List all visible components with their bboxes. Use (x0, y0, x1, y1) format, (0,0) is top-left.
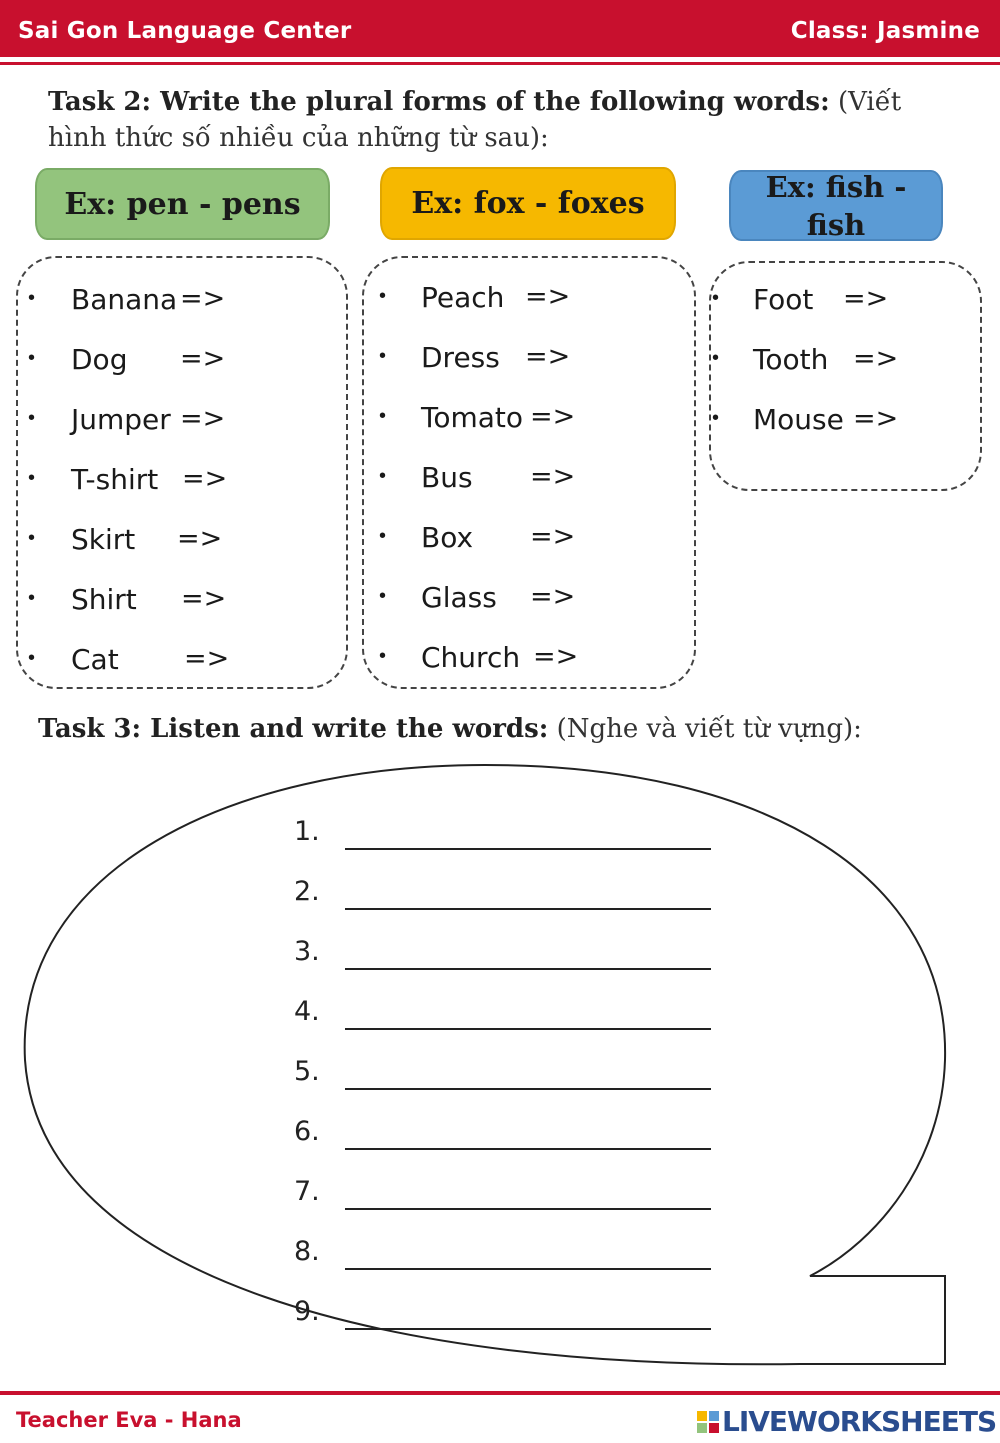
bullet-dot: • (28, 587, 36, 609)
bullet-dot: • (712, 287, 720, 309)
answer-line[interactable] (345, 1088, 711, 1090)
bullet-dot: • (379, 285, 387, 307)
blank-number: 1. (294, 816, 320, 847)
word-item: Tomato (421, 401, 524, 434)
task2-heading: Task 2: Write the plural forms of the following words: (48, 87, 830, 117)
bullet-dot: • (379, 405, 387, 427)
example-fish-line2: fish (806, 207, 866, 242)
word-item: Mouse (753, 403, 844, 436)
blank-number: 8. (294, 1236, 320, 1267)
answer-arrow[interactable]: => (530, 401, 576, 432)
word-item: Shirt (71, 583, 137, 616)
word-item: Bus (421, 461, 473, 494)
bullet-dot: • (379, 585, 387, 607)
answer-line[interactable] (345, 908, 711, 910)
answer-arrow[interactable]: => (525, 341, 571, 372)
class-name: Class: Jasmine (790, 18, 980, 44)
bullet-dot: • (379, 645, 387, 667)
liveworksheets-logo[interactable] (697, 1405, 996, 1438)
word-item: Banana (71, 283, 178, 316)
bullet-dot: • (28, 647, 36, 669)
word-item: Skirt (71, 523, 136, 556)
word-item: Church (421, 641, 521, 674)
answer-line[interactable] (345, 1208, 711, 1210)
answer-line[interactable] (345, 848, 711, 850)
blank-number: 7. (294, 1176, 320, 1207)
word-item: Jumper (71, 403, 171, 436)
answer-arrow[interactable]: => (184, 643, 230, 674)
word-item: Dog (71, 343, 128, 376)
bullet-dot: • (28, 287, 36, 309)
answer-line[interactable] (345, 1268, 711, 1270)
bullet-dot: • (28, 527, 36, 549)
example-fish-line1: Ex: fish - (765, 169, 907, 204)
answer-arrow[interactable]: => (180, 283, 226, 314)
word-item: Foot (753, 283, 814, 316)
word-item: Box (421, 521, 474, 554)
answer-line[interactable] (345, 1328, 711, 1330)
blank-number: 4. (294, 996, 320, 1027)
answer-arrow[interactable]: => (530, 521, 576, 552)
teacher-name: Teacher Eva - Hana (16, 1408, 242, 1432)
example-badge-pen: Ex: pen - pens (35, 168, 330, 240)
answer-arrow[interactable]: => (530, 461, 576, 492)
answer-line[interactable] (345, 1148, 711, 1150)
blank-number: 2. (294, 876, 320, 907)
bullet-dot: • (379, 525, 387, 547)
speech-bubble-outline (25, 765, 945, 1364)
blank-number: 9. (294, 1296, 320, 1327)
answer-arrow[interactable]: => (843, 283, 889, 314)
answer-line[interactable] (345, 1028, 711, 1030)
bullet-dot: • (712, 407, 720, 429)
answer-arrow[interactable]: => (853, 403, 899, 434)
bullet-dot: • (28, 407, 36, 429)
word-item: Tooth (753, 343, 829, 376)
word-item: Glass (421, 581, 497, 614)
blank-number: 5. (294, 1056, 320, 1087)
footer-divider (0, 1391, 1000, 1395)
logo-icon (697, 1411, 719, 1433)
example-badge-fox: Ex: fox - foxes (380, 167, 676, 240)
answer-arrow[interactable]: => (530, 581, 576, 612)
answer-arrow[interactable]: => (853, 343, 899, 374)
blank-number: 6. (294, 1116, 320, 1147)
task3-note: (Nghe và viết từ vựng): (556, 714, 862, 744)
task2-note-1: (Viết (837, 87, 902, 117)
task3-heading: Task 3: Listen and write the words: (38, 714, 549, 744)
bullet-dot: • (379, 465, 387, 487)
bullet-dot: • (28, 347, 36, 369)
word-item: Cat (71, 643, 119, 676)
answer-arrow[interactable]: => (180, 403, 226, 434)
answer-arrow[interactable]: => (182, 463, 228, 494)
answer-arrow[interactable]: => (525, 281, 571, 312)
answer-line[interactable] (345, 968, 711, 970)
task2-note-2: hình thức số nhiều của những từ sau): (48, 123, 549, 153)
blank-number: 3. (294, 936, 320, 967)
word-item: Peach (421, 281, 505, 314)
logo-text: LIVEWORKSHEETS (722, 1405, 997, 1438)
answer-arrow[interactable]: => (180, 343, 226, 374)
word-item: T-shirt (71, 463, 159, 496)
bullet-dot: • (28, 467, 36, 489)
bullet-dot: • (712, 347, 720, 369)
school-name: Sai Gon Language Center (18, 18, 352, 44)
answer-arrow[interactable]: => (181, 583, 227, 614)
answer-arrow[interactable]: => (533, 641, 579, 672)
bullet-dot: • (379, 345, 387, 367)
answer-arrow[interactable]: => (177, 523, 223, 554)
word-item: Dress (421, 341, 500, 374)
